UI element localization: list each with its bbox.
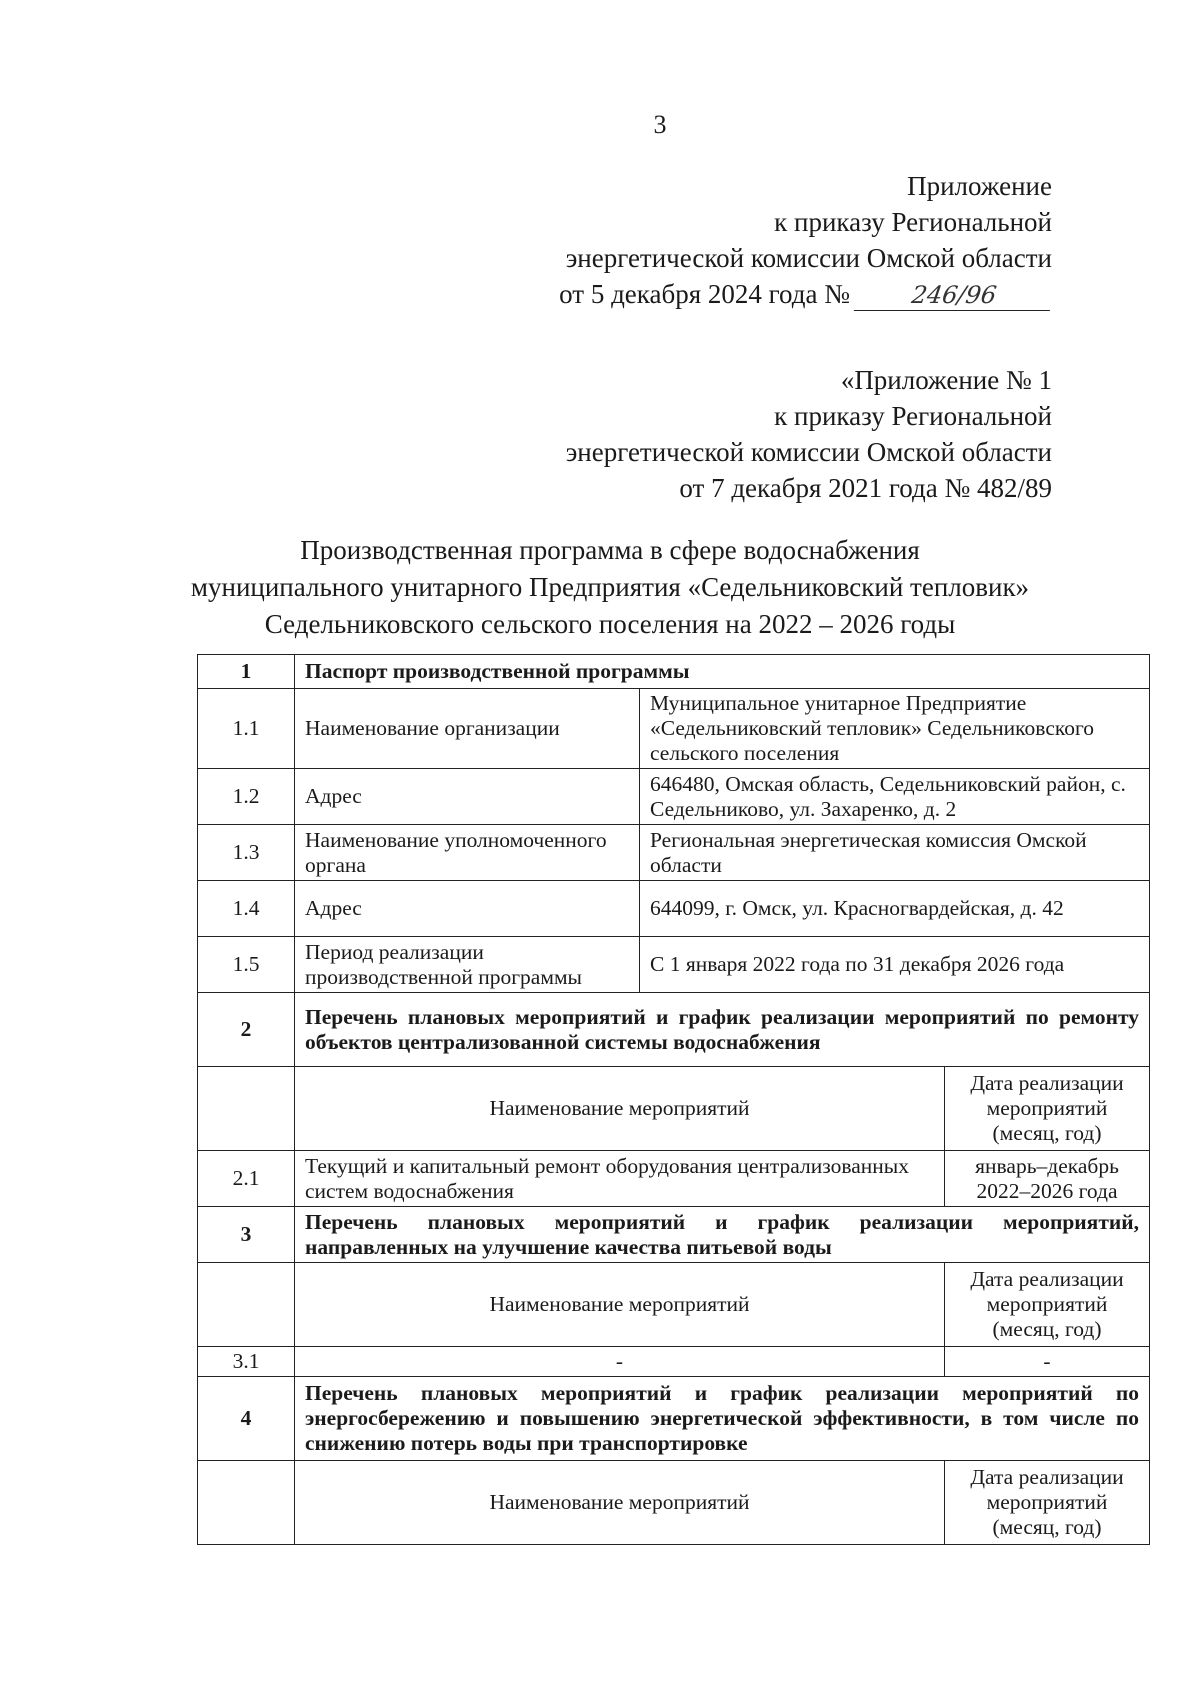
appendix-line: энергетической комиссии Омской области [565,243,1052,273]
appendix-line: к приказу Региональной [774,401,1052,431]
col-header-name: Наименование мероприятий [295,1067,945,1151]
table-row [198,769,1150,825]
row-number: 2.1 [198,1151,295,1207]
row-label: Адрес [295,881,640,937]
appendix-current-order [559,168,1052,312]
section-header-row [198,1207,1150,1263]
col-header-date: Дата реализации мероприятий (месяц, год) [945,1067,1150,1151]
row-label: Период реализации производственной программы [295,937,640,993]
document-title [0,532,1200,643]
appendix-line: от 7 декабря 2021 года № 482/89 [679,473,1052,503]
section-title: Перечень плановых мероприятий и график реализации мероприятий, направленных на улучшение качества питьевой воды [295,1207,1150,1263]
section-header-row [198,993,1150,1067]
table-row [198,1347,1150,1377]
title-line: Седельниковского сельского поселения на 2022 – 2026 годы [264,609,956,639]
col-header-name: Наименование мероприятий [295,1461,945,1545]
section-header-row [198,655,1150,689]
table-row [198,825,1150,881]
appendix-date-text: от 5 декабря 2024 года № [559,279,850,309]
column-header-row [198,1067,1150,1151]
table-row [198,881,1150,937]
section-number: 3 [198,1207,295,1263]
page-number: 3 [653,110,667,139]
row-value: Региональная энергетическая комиссия Омской области [640,825,1150,881]
row-value: 646480, Омская область, Седельниковский район, с. Седельниково, ул. Захаренко, д. 2 [640,769,1150,825]
row-number: 1.5 [198,937,295,993]
table-row [198,1151,1150,1207]
section-title: Перечень плановых мероприятий и график реализации мероприятий по энергосбережению и повышению энергетической эффективности, в том числе по снижению потерь воды при транспортировке [295,1377,1150,1461]
row-value: С 1 января 2022 года по 31 декабря 2026 года [640,937,1150,993]
production-program-table [197,654,1150,1545]
section-number: 1 [198,655,295,689]
row-value: 644099, г. Омск, ул. Красногвардейская, д. 42 [640,881,1150,937]
row-number: 1.4 [198,881,295,937]
empty-cell [198,1067,295,1151]
appendix-line: энергетической комиссии Омской области [565,437,1052,467]
appendix-line: Приложение [907,171,1052,201]
col-header-date: Дата реализации мероприятий (месяц, год) [945,1263,1150,1347]
section-title: Перечень плановых мероприятий и график реализации мероприятий по ремонту объектов централизованной системы водоснабжения [295,993,1150,1067]
empty-cell [198,1461,295,1545]
title-line: муниципального унитарного Предприятия «Седельниковский тепловик» [190,572,1030,602]
row-name: - [295,1347,945,1377]
appendix-line: к приказу Региональной [774,207,1052,237]
column-header-row [198,1461,1150,1545]
appendix-line: «Приложение № 1 [840,365,1052,395]
section-number: 2 [198,993,295,1067]
section-title: Паспорт производственной программы [295,655,1150,689]
col-header-name: Наименование мероприятий [295,1263,945,1347]
row-label: Наименование организации [295,689,640,769]
appendix-original-order [566,362,1052,506]
row-label: Адрес [295,769,640,825]
row-label: Наименование уполномоченного органа [295,825,640,881]
empty-cell [198,1263,295,1347]
table-row [198,937,1150,993]
appendix-date-line [559,276,1052,312]
row-date: январь–декабрь 2022–2026 года [945,1151,1150,1207]
column-header-row [198,1263,1150,1347]
row-date: - [945,1347,1150,1377]
row-number: 1.3 [198,825,295,881]
col-header-date: Дата реализации мероприятий (месяц, год) [945,1461,1150,1545]
row-number: 1.2 [198,769,295,825]
section-number: 4 [198,1377,295,1461]
row-name: Текущий и капитальный ремонт оборудования централизованных систем водоснабжения [295,1151,945,1207]
title-line: Производственная программа в сфере водоснабжения [300,535,920,565]
table-row [198,689,1150,769]
section-header-row [198,1377,1150,1461]
row-number: 1.1 [198,689,295,769]
handwritten-order-number: 246/96 [854,280,1054,311]
row-value: Муниципальное унитарное Предприятие «Седельниковский тепловик» Седельниковского сельского поселения [640,689,1150,769]
row-number: 3.1 [198,1347,295,1377]
